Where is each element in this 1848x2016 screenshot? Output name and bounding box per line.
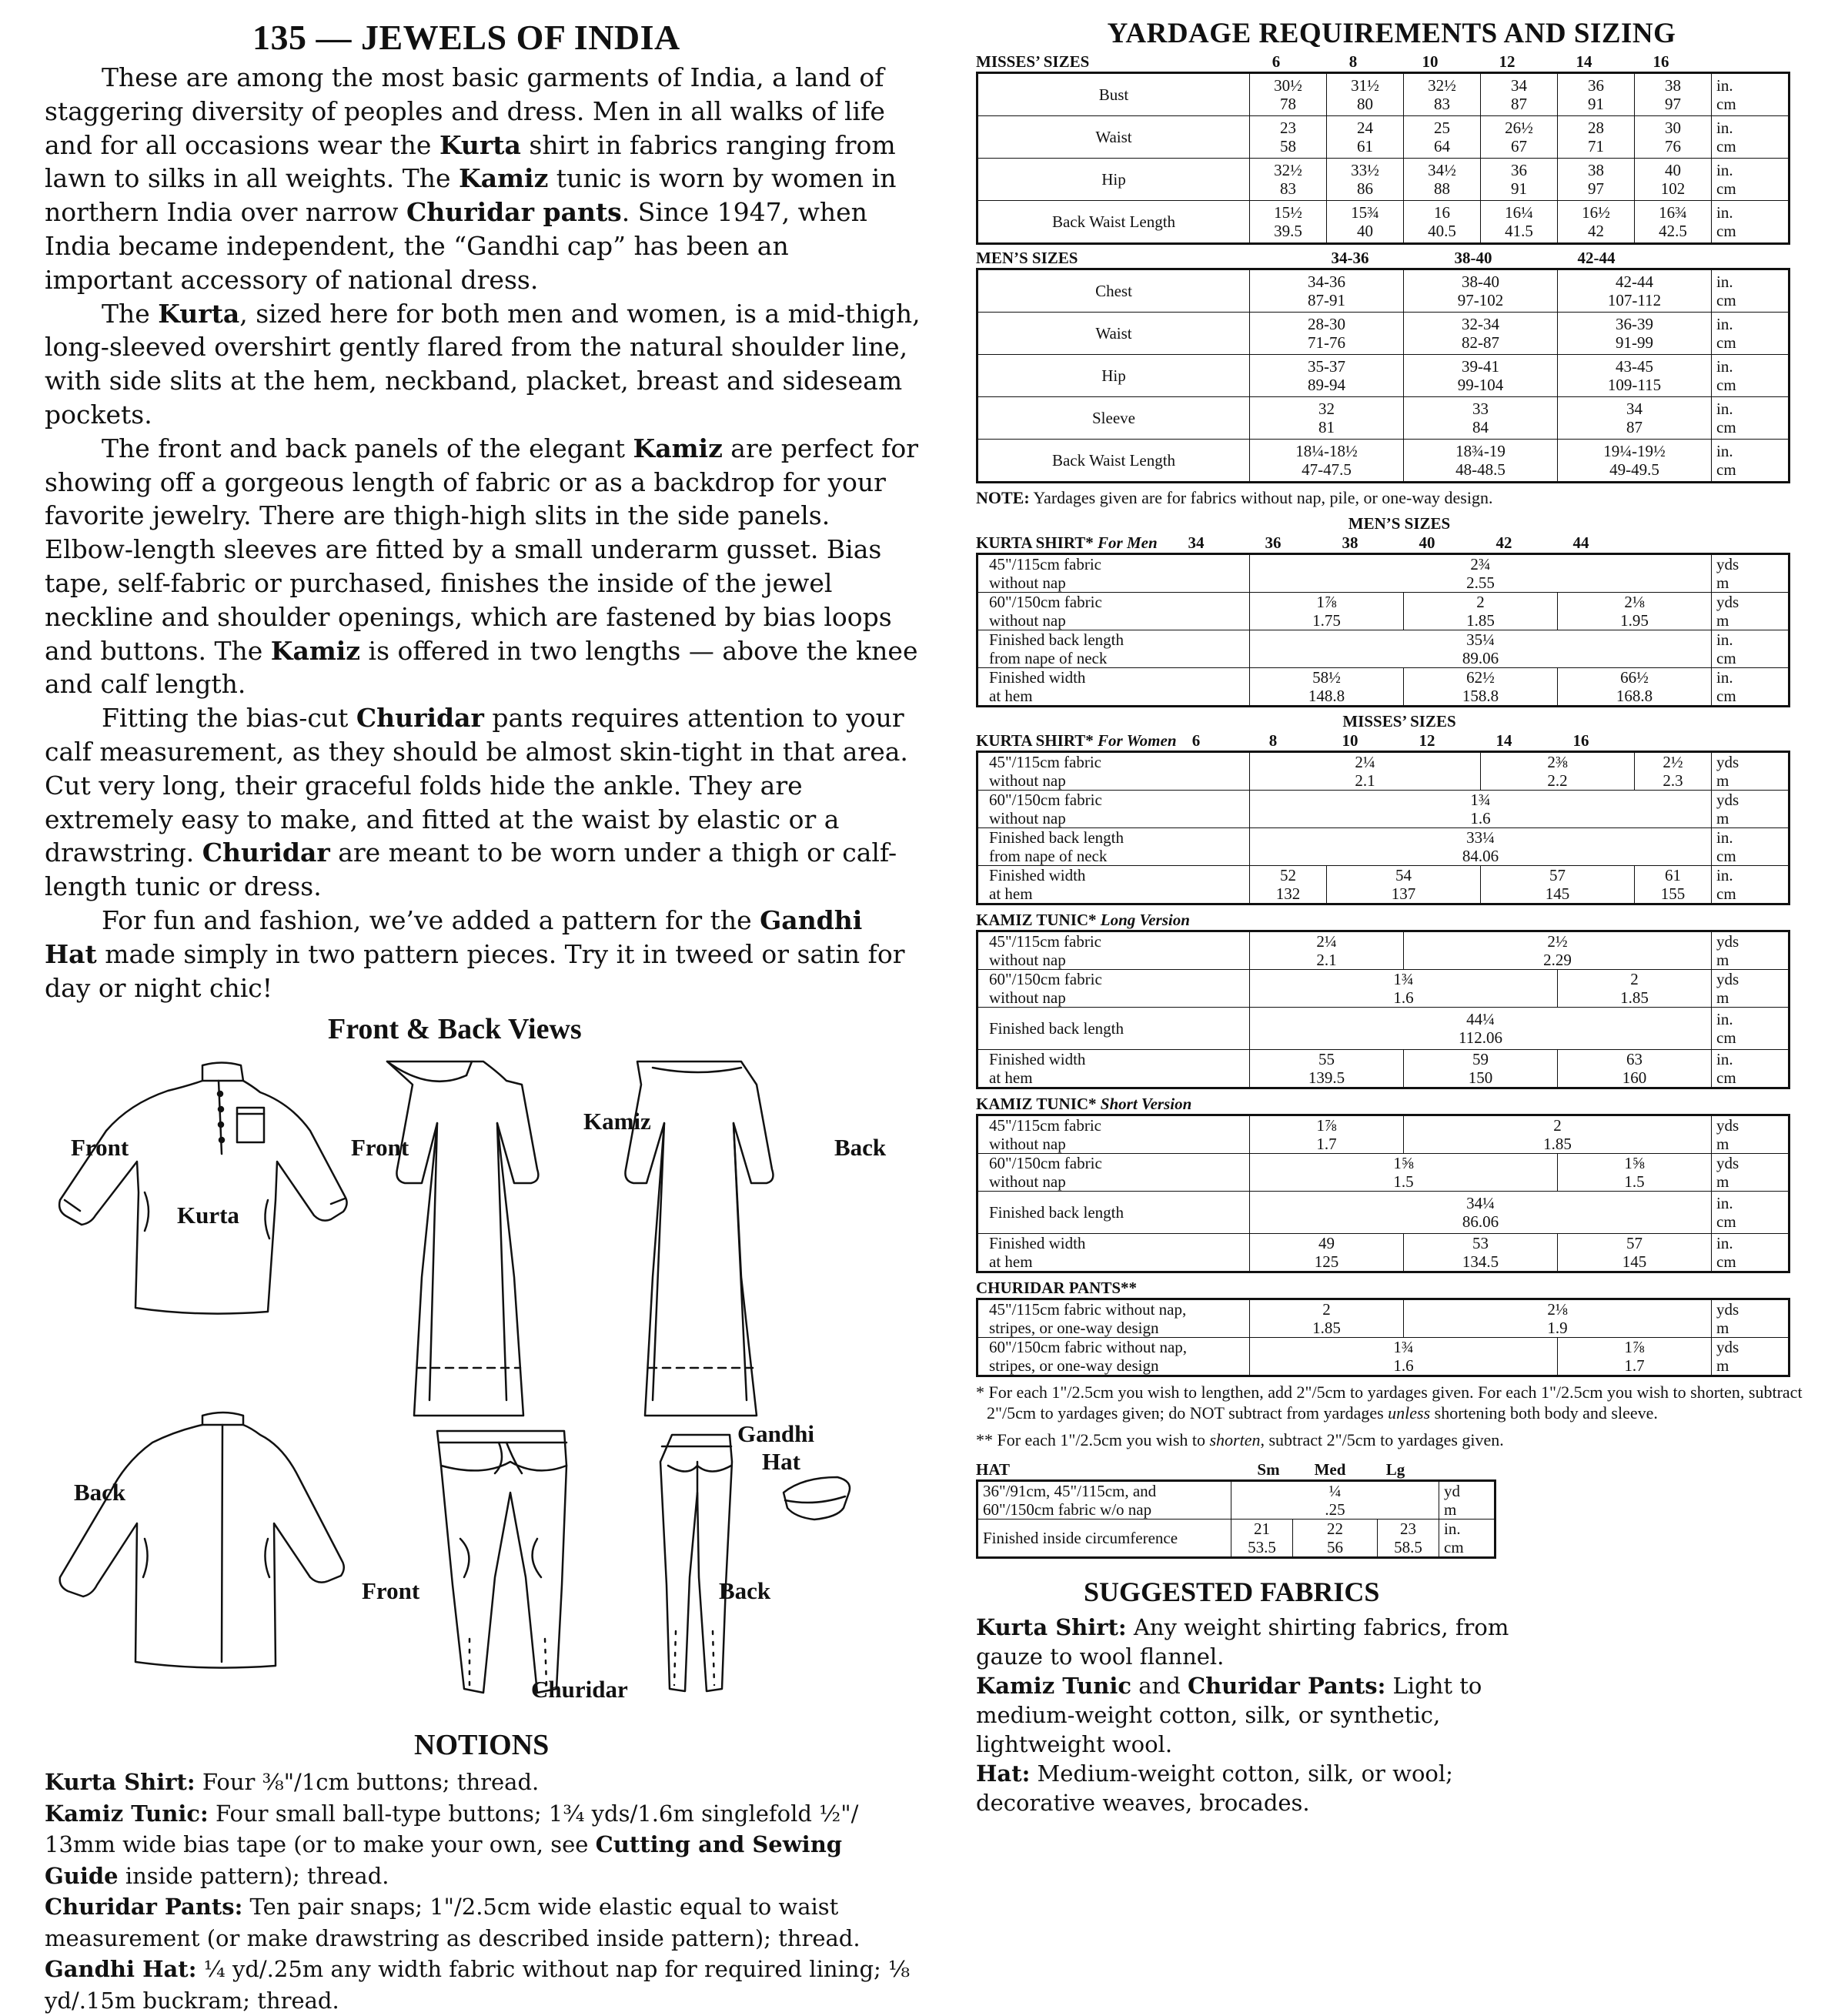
- unit-cell: in. cm: [1712, 355, 1790, 397]
- kurta-front-drawing: [59, 1063, 346, 1314]
- sizing-row: [977, 355, 1790, 397]
- fabric-item: Kurta Shirt: Any weight shirting fabrics, from gauze to wool flannel.: [976, 1614, 1509, 1670]
- garment-illustration: [45, 1046, 922, 1723]
- intro-paragraph: The Kurta, sized here for both men and women, is a mid-thigh, long-sleeved overshirt gently flared from the natural shoulder line, with side slits at the hem, neckband, placket, breast and sideseam pockets.: [45, 298, 921, 430]
- sizing-row: [977, 159, 1790, 201]
- notion-item: Gandhi Hat: ¼ yd/.25m any width fabric without nap for required lining; ⅛ yd/.15m buckram; thread.: [45, 1956, 911, 2014]
- churidar-table: 45"/115cm fabric without nap, stripes, or one-way design 2 1.85 2⅛ 1.9 yds m 60"/150cm fabric without nap, stripes, or one-way design 1¾ 1.6 1⅞ 1.7 yds m: [976, 1298, 1790, 1377]
- measurement-cell: 34 87: [1558, 397, 1712, 440]
- left-column: [45, 17, 922, 2016]
- measurement-cell: 18¾-19 48-48.5: [1404, 440, 1558, 483]
- churidar-label: Churidar: [531, 1676, 628, 1703]
- measurement-cell: 33½ 86: [1327, 159, 1404, 201]
- fabric-item: Kamiz Tunic and Churidar Pants: Light to medium-weight cotton, silk, or synthetic, lightweight wool.: [976, 1673, 1482, 1757]
- mens-sizes-header: MEN’S SIZES 34-36 38-40 42-44: [976, 249, 1616, 267]
- measurement-cell: 16½ 42: [1558, 201, 1635, 244]
- kurta-back-label: Back: [74, 1479, 126, 1506]
- measurement-label: Hip: [977, 355, 1250, 397]
- measurement-cell: 38 97: [1635, 73, 1712, 116]
- kurta-front-label: Front: [71, 1134, 129, 1162]
- unit-cell: in. cm: [1712, 269, 1790, 313]
- sizing-row: [977, 269, 1790, 313]
- sizing-row: [977, 397, 1790, 440]
- measurement-cell: 16¼ 41.5: [1481, 201, 1558, 244]
- hat-header: HAT Sm Med Lg: [976, 1460, 1405, 1479]
- garment-drawings: [45, 1046, 922, 1723]
- measurement-cell: 40 102: [1635, 159, 1712, 201]
- measurement-cell: 26½ 67: [1481, 116, 1558, 159]
- footnote-2: ** For each 1"/2.5cm you wish to shorten, subtract 2"/5cm to yardages given.: [976, 1430, 1504, 1449]
- measurement-cell: 19¼-19½ 49-49.5: [1558, 440, 1712, 483]
- kamiz-front-label: Front: [351, 1134, 409, 1162]
- measurement-cell: 36-39 91-99: [1558, 313, 1712, 355]
- measurement-cell: 32-34 82-87: [1404, 313, 1558, 355]
- views-title: Front & Back Views: [328, 1013, 582, 1046]
- right-column: [976, 17, 1807, 1817]
- kurta-women-header: KURTA SHIRT* For Women 6 8 10 12 14 16: [976, 731, 1589, 750]
- notion-item: Kurta Shirt: Four ⅜"/1cm buttons; thread.: [45, 1769, 540, 1796]
- yardage-note: NOTE: Yardages given are for fabrics without nap, pile, or one-way design.: [976, 488, 1493, 507]
- measurement-cell: 32 81: [1250, 397, 1404, 440]
- sizing-row: [977, 440, 1790, 483]
- measurement-cell: 25 64: [1404, 116, 1481, 159]
- kurta-men-table: 45"/115cm fabric without nap 2¾ 2.55 yds m 60"/150cm fabric without nap 1⅞ 1.75 2 1.85 2⅛ 1.95 yds m Finished back length from nape of neck 35¼ 89.06 in. cm Finished width at hem 58½ 148.8 62½ 158.8 66½ 168.8 in. cm: [976, 553, 1790, 707]
- notion-item: Kamiz Tunic: Four small ball-type buttons; 1¾ yds/1.6m singlefold ½"/ 13mm wide bias tape (or to make your own, see Cutting and Sewing Guide inside pattern); thread.: [45, 1800, 859, 1889]
- measurement-cell: 16 40.5: [1404, 201, 1481, 244]
- measurement-label: Hip: [977, 159, 1250, 201]
- measurement-label: Waist: [977, 116, 1250, 159]
- kamiz-front-drawing: [387, 1061, 538, 1416]
- churidar-back-drawing: [660, 1435, 732, 1691]
- mens-sizing-table: [976, 268, 1790, 483]
- measurement-cell: 32½ 83: [1404, 73, 1481, 116]
- mens-rows: [977, 269, 1790, 483]
- kurta-label: Kurta: [177, 1202, 239, 1229]
- kurta-women-table: 45"/115cm fabric without nap 2¼ 2.1 2⅜ 2.2 2½ 2.3 yds m 60"/150cm fabric without nap 1¾ 1.6 yds m Finished back length from nape of neck 33¼ 84.06 in. cm Finished width at hem 52 132 54 137 57 145 61 155 in. cm: [976, 751, 1790, 905]
- measurement-cell: 35-37 89-94: [1250, 355, 1404, 397]
- suggested-fabrics-list: [976, 1613, 1807, 1817]
- gandhi-hat-drawing: [784, 1477, 850, 1520]
- yardage-title: YARDAGE REQUIREMENTS AND SIZING: [1107, 18, 1676, 49]
- churidar-header: CHURIDAR PANTS**: [976, 1279, 1138, 1297]
- measurement-label: Bust: [977, 73, 1250, 116]
- measurement-cell: 30½ 78: [1250, 73, 1327, 116]
- churidar-front-label: Front: [362, 1577, 420, 1605]
- measurement-cell: 16¾ 42.5: [1635, 201, 1712, 244]
- intro-text: [45, 61, 922, 1005]
- measurement-cell: 28-30 71-76: [1250, 313, 1404, 355]
- measurement-label: Waist: [977, 313, 1250, 355]
- measurement-cell: 34 87: [1481, 73, 1558, 116]
- sizing-row: [977, 116, 1790, 159]
- measurement-cell: 24 61: [1327, 116, 1404, 159]
- sizing-row: [977, 73, 1790, 116]
- kamiz-long-header: KAMIZ TUNIC* Long Version: [976, 911, 1190, 929]
- measurement-cell: 36 91: [1481, 159, 1558, 201]
- measurement-cell: 30 76: [1635, 116, 1712, 159]
- misses-sizes-header: MISSES’ SIZES 6 8 10 12 14 16: [976, 52, 1669, 71]
- kamiz-back-label: Back: [834, 1134, 887, 1162]
- unit-cell: in. cm: [1712, 159, 1790, 201]
- kurta-men-header: KURTA SHIRT* For Men 34 36 38 40 42 44: [976, 533, 1589, 552]
- notions-title: NOTIONS: [414, 1729, 550, 1762]
- measurement-cell: 34-36 87-91: [1250, 269, 1404, 313]
- kurta-women-subhead: MISSES’ SIZES: [1342, 712, 1456, 731]
- notion-item: Churidar Pants: Ten pair snaps; 1"/2.5cm wide elastic equal to waist measurement (or make drawstring as described inside pattern); thread.: [45, 1894, 861, 1951]
- unit-cell: in. cm: [1712, 73, 1790, 116]
- kamiz-label: Kamiz: [583, 1108, 651, 1135]
- churidar-front-drawing: [437, 1431, 566, 1693]
- measurement-cell: 33 84: [1404, 397, 1558, 440]
- measurement-cell: 43-45 109-115: [1558, 355, 1712, 397]
- measurement-label: Back Waist Length: [977, 201, 1250, 244]
- intro-paragraph: For fun and fashion, we’ve added a pattern for the Gandhi Hat made simply in two pattern pieces. Try it in tweed or satin for day or night chic!: [45, 904, 905, 1003]
- sizing-row: [977, 313, 1790, 355]
- measurement-label: Chest: [977, 269, 1250, 313]
- measurement-cell: 28 71: [1558, 116, 1635, 159]
- suggested-fabrics-title: SUGGESTED FABRICS: [1084, 1576, 1380, 1607]
- measurement-cell: 42-44 107-112: [1558, 269, 1712, 313]
- kamiz-short-table: 45"/115cm fabric without nap 1⅞ 1.7 2 1.85 yds m 60"/150cm fabric without nap 1⅝ 1.5 1⅝ 1.5 yds m Finished back length 34¼ 86.06 in. cm Finished width at hem 49 125 53 134.5 57 145 in. cm: [976, 1114, 1790, 1273]
- unit-cell: in. cm: [1712, 201, 1790, 244]
- measurement-cell: 38 97: [1558, 159, 1635, 201]
- intro-paragraph: These are among the most basic garments of India, a land of staggering diversity of peoples and dress. Men in all walks of life and for all occasions wear the Kurta shirt in fabrics ranging from lawn to silks in all weights. The Kamiz tunic is worn by women in northern India over narrow Churidar pants. Since 1947, when India became independent, the “Gandhi cap” has been an important accessory of national dress.: [45, 62, 897, 295]
- measurement-cell: 32½ 83: [1250, 159, 1327, 201]
- measurement-cell: 18¼-18½ 47-47.5: [1250, 440, 1404, 483]
- misses-rows: [977, 73, 1790, 244]
- measurement-cell: 31½ 80: [1327, 73, 1404, 116]
- kamiz-short-header: KAMIZ TUNIC* Short Version: [976, 1095, 1192, 1113]
- measurement-cell: 23 58: [1250, 116, 1327, 159]
- hat-table: 36"/91cm, 45"/115cm, and 60"/150cm fabric w/o nap ¼ .25 yd m Finished inside circumference 21 53.5 22 56 23 58.5 in. cm: [976, 1479, 1496, 1559]
- measurement-cell: 39-41 99-104: [1404, 355, 1558, 397]
- unit-cell: in. cm: [1712, 313, 1790, 355]
- kurta-back-drawing: [60, 1413, 344, 1668]
- measurement-cell: 38-40 97-102: [1404, 269, 1558, 313]
- measurement-cell: 36 91: [1558, 73, 1635, 116]
- gandhi-hat-label-2: Hat: [762, 1448, 800, 1476]
- footnote-1: * For each 1"/2.5cm you wish to lengthen, add 2"/5cm to yardages given. For each 1"/2.5cm you wish to shorten, subtract 2"/5cm to yardages given; do NOT subtract from yardages unless shortening both body and sleeve.: [976, 1382, 1803, 1423]
- page-title: 135 — JEWELS OF INDIA: [252, 18, 680, 57]
- intro-paragraph: Fitting the bias-cut Churidar pants requires attention to your calf measurement, as they should be almost skin-tight in that area. Cut very long, their graceful folds hide the ankle. They are extremely easy to make, and fitted at the waist by elastic or a drawstring. Churidar are meant to be worn under a thigh or calf-length tunic or dress.: [45, 703, 908, 902]
- notions-list: [45, 1767, 922, 2016]
- churidar-back-label: Back: [719, 1577, 771, 1605]
- fabric-item: Hat: Medium-weight cotton, silk, or wool; decorative weaves, brocades.: [976, 1760, 1453, 1816]
- gandhi-hat-label-1: Gandhi: [737, 1420, 814, 1448]
- kurta-men-subhead: MEN’S SIZES: [1348, 514, 1451, 533]
- misses-sizing-table: [976, 72, 1790, 245]
- unit-cell: in. cm: [1712, 440, 1790, 483]
- sizing-row: [977, 201, 1790, 244]
- unit-cell: in. cm: [1712, 397, 1790, 440]
- measurement-cell: 15¾ 40: [1327, 201, 1404, 244]
- measurement-cell: 15½ 39.5: [1250, 201, 1327, 244]
- measurement-cell: 34½ 88: [1404, 159, 1481, 201]
- unit-cell: in. cm: [1712, 116, 1790, 159]
- measurement-label: Back Waist Length: [977, 440, 1250, 483]
- kamiz-long-table: 45"/115cm fabric without nap 2¼ 2.1 2½ 2.29 yds m 60"/150cm fabric without nap 1¾ 1.6 2 1.85 yds m Finished back length 44¼ 112.06 in. cm Finished width at hem 55 139.5 59 150 63 160 in. cm: [976, 930, 1790, 1089]
- measurement-label: Sleeve: [977, 397, 1250, 440]
- intro-paragraph: The front and back panels of the elegant Kamiz are perfect for showing off a gorgeous length of fabric or as a backdrop for your favorite jewelry. There are thigh-high slits in the side panels. Elbow-length sleeves are fitted by a small underarm gusset. Bias tape, self-fabric or purchased, finishes the inside of the jewel neckline and shoulder openings, which are fastened by bias loops and buttons. The Kamiz is offered in two lengths — above the knee and calf length.: [45, 433, 919, 700]
